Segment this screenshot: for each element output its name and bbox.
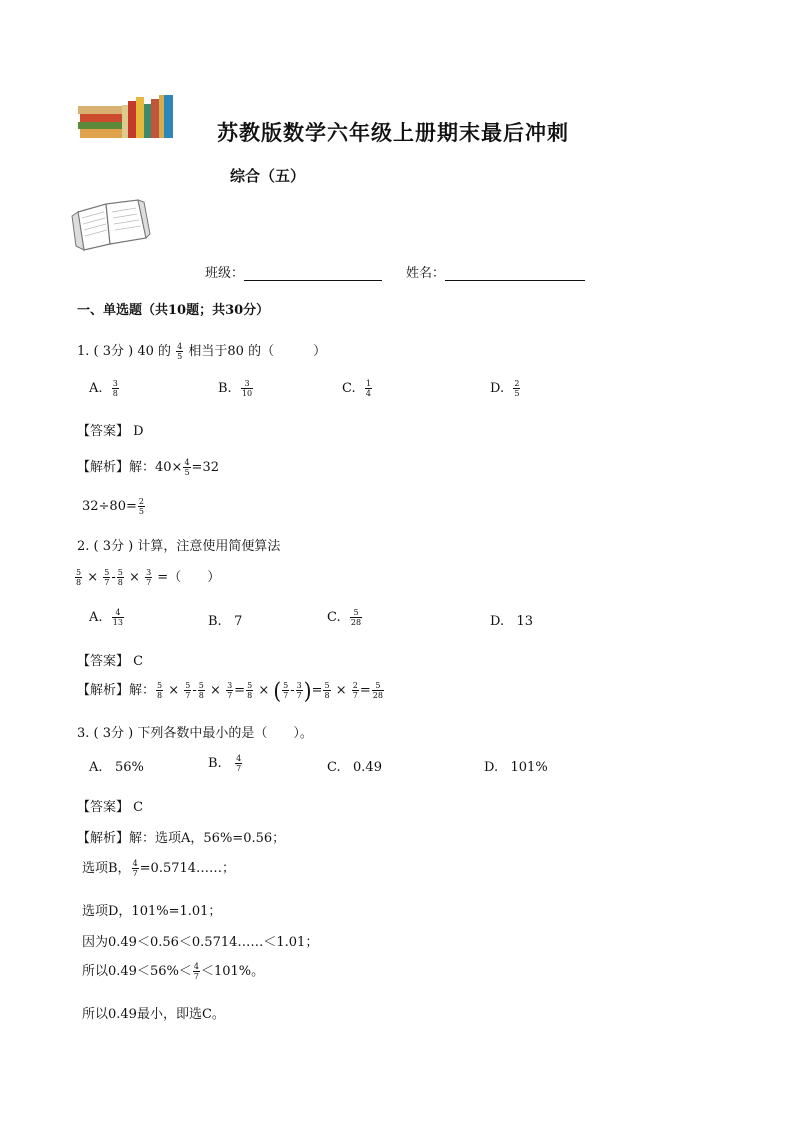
q3-option-b: B. $\frac{4}{7}$: [208, 754, 242, 773]
q3-analysis-line4: 因为0.49＜0.56＜0.5714……＜1.01；: [82, 935, 319, 950]
q3-option-d: D. 101%: [484, 760, 548, 775]
name-label: 姓名：: [406, 266, 446, 281]
question-1: 1. ( 3分 ) 40 的 $\frac{4}{5}$ 相当于80 的（ ）: [77, 342, 327, 361]
q1-analysis-line1: 【解析】解：40× $\frac{4}{5}$ =32: [77, 458, 219, 477]
q3-analysis-line3: 选项D，101%=1.01；: [82, 904, 222, 919]
q1-analysis-line2: 32÷80= $\frac{2}{5}$: [82, 497, 144, 516]
question-3: 3. ( 3分 ) 下列各数中最小的是（ ）。: [77, 726, 313, 741]
name-field: [406, 262, 585, 281]
q3-analysis-line1: 【解析】解：选项A，56%=0.56；: [77, 831, 286, 846]
q3-analysis-line6: 所以0.49最小，即选C。: [82, 1007, 225, 1022]
books-illustration: [76, 93, 176, 143]
fraction: $\frac{4}{5}$: [177, 342, 183, 361]
q2-analysis: 【解析】解： $\frac{5}{8}$ × $\frac{5}{7}$ - $\frac{5}{8}$ × $\frac{3}{7}$ = $\frac{5}{8}$ × ( $\frac{5}{7}$ - $\frac{3}{7}$ )= $\frac{5}{8}$ × $\frac{2}{7}$ = $\frac{5}{28}$: [77, 677, 383, 704]
q3-option-c: C. 0.49: [327, 760, 382, 775]
q2-option-a: A. $\frac{4}{13}$: [89, 608, 123, 627]
q2-option-d: D. 13: [490, 614, 534, 629]
q2-option-b: B. 7: [208, 614, 243, 629]
question-2: 2. ( 3分 ) 计算，注意使用简便算法: [77, 539, 281, 554]
q1-option-b: B. $\frac{3}{10}$: [218, 379, 253, 398]
name-blank: [445, 266, 585, 281]
class-field: [205, 262, 382, 281]
q3-answer: 【答案】 C: [77, 800, 144, 815]
q1-option-c: C. $\frac{1}{4}$: [342, 379, 371, 398]
q1-answer: 【答案】 D: [77, 424, 144, 439]
page-subtitle: 综合（五）: [230, 167, 306, 185]
q2-option-c: C. $\frac{5}{28}$: [327, 608, 362, 627]
section-heading: 一、单选题（共10题；共30分）: [77, 303, 270, 318]
page-title: 苏教版数学六年级上册期末最后冲刺: [217, 120, 569, 145]
q3-option-a: A. 56%: [89, 760, 144, 775]
q3-analysis-line5: 所以0.49＜56%＜ $\frac{4}{7}$ ＜101%。: [82, 962, 265, 981]
q3-analysis-line2: 选项B， $\frac{4}{7}$ =0.5714……；: [82, 859, 236, 878]
class-blank: [244, 266, 382, 281]
q1-option-a: A. $\frac{3}{8}$: [89, 379, 118, 398]
open-book-icon: [70, 194, 152, 252]
q2-expression: $\frac{5}{8}$ × $\frac{5}{7}$ - $\frac{5}{8}$ × $\frac{3}{7}$ =（ ）: [76, 568, 221, 587]
class-label: 班级：: [205, 266, 245, 281]
q1-option-d: D. $\frac{2}{5}$: [490, 379, 520, 398]
q2-answer: 【答案】 C: [77, 654, 144, 669]
